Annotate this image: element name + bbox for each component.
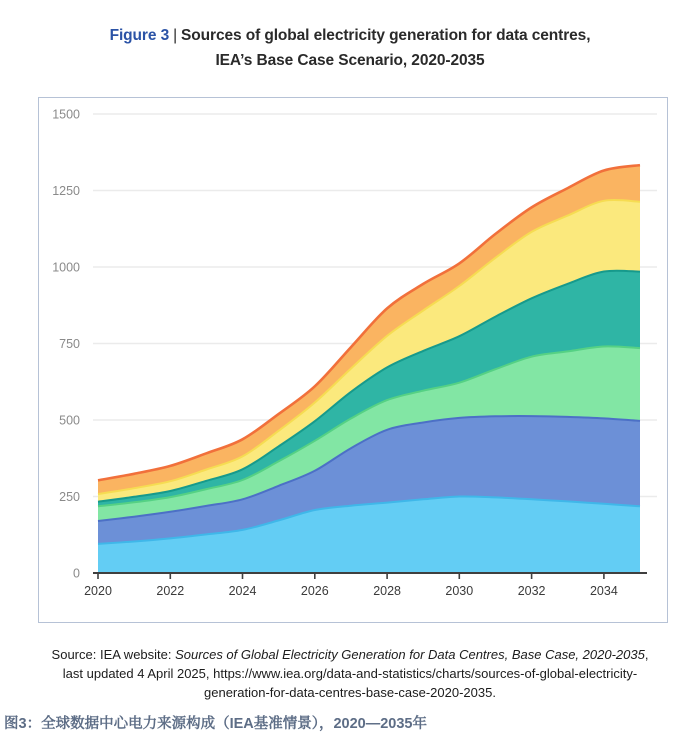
x-tick-label-2032: 2032 bbox=[517, 584, 546, 598]
x-tick-label-2020: 2020 bbox=[84, 584, 112, 598]
figure-title-line1: Sources of global electricity generation for data centres, bbox=[181, 27, 591, 44]
y-tick-label-1250: 1250 bbox=[52, 184, 80, 198]
source-prefix: Source: IEA website: bbox=[51, 647, 176, 662]
figure-title-line2: IEA’s Base Case Scenario, 2020-2035 bbox=[215, 51, 485, 69]
x-tick-label-2030: 2030 bbox=[445, 584, 474, 598]
x-tick-label-2026: 2026 bbox=[300, 584, 329, 598]
x-tick-label-2022: 2022 bbox=[156, 584, 185, 598]
y-tick-label-0: 0 bbox=[73, 566, 80, 581]
stacked-area-chart bbox=[38, 97, 668, 623]
y-tick-label-250: 250 bbox=[59, 490, 80, 504]
figure-title bbox=[0, 24, 700, 74]
figure-number-label: Figure 3 bbox=[109, 27, 170, 44]
title-separator: | bbox=[173, 27, 178, 44]
x-tick-label-2034: 2034 bbox=[589, 584, 618, 598]
x-tick-label-2024: 2024 bbox=[228, 584, 257, 598]
y-tick-label-1000: 1000 bbox=[52, 260, 80, 275]
chart-canvas bbox=[39, 98, 669, 622]
x-tick-label-2028: 2028 bbox=[373, 584, 402, 598]
caption-chinese: 图3：全球数据中心电力来源构成（IEA基准情景），2020—2035年 bbox=[4, 716, 427, 732]
y-tick-label-750: 750 bbox=[59, 337, 80, 351]
source-note bbox=[50, 646, 650, 703]
source-suffix: , last updated 4 April 2025, https://www.iea.org/data-and-statistics/charts/sources-of-global-electricity-generation-for-data-centres-base-case-2020-2035. bbox=[62, 647, 649, 700]
y-tick-label-1500: 1500 bbox=[52, 107, 80, 122]
y-tick-label-500: 500 bbox=[59, 413, 80, 428]
source-publication-title: Sources of Global Electricity Generation for Data Centres, Base Case, 2020-2035 bbox=[175, 647, 645, 662]
